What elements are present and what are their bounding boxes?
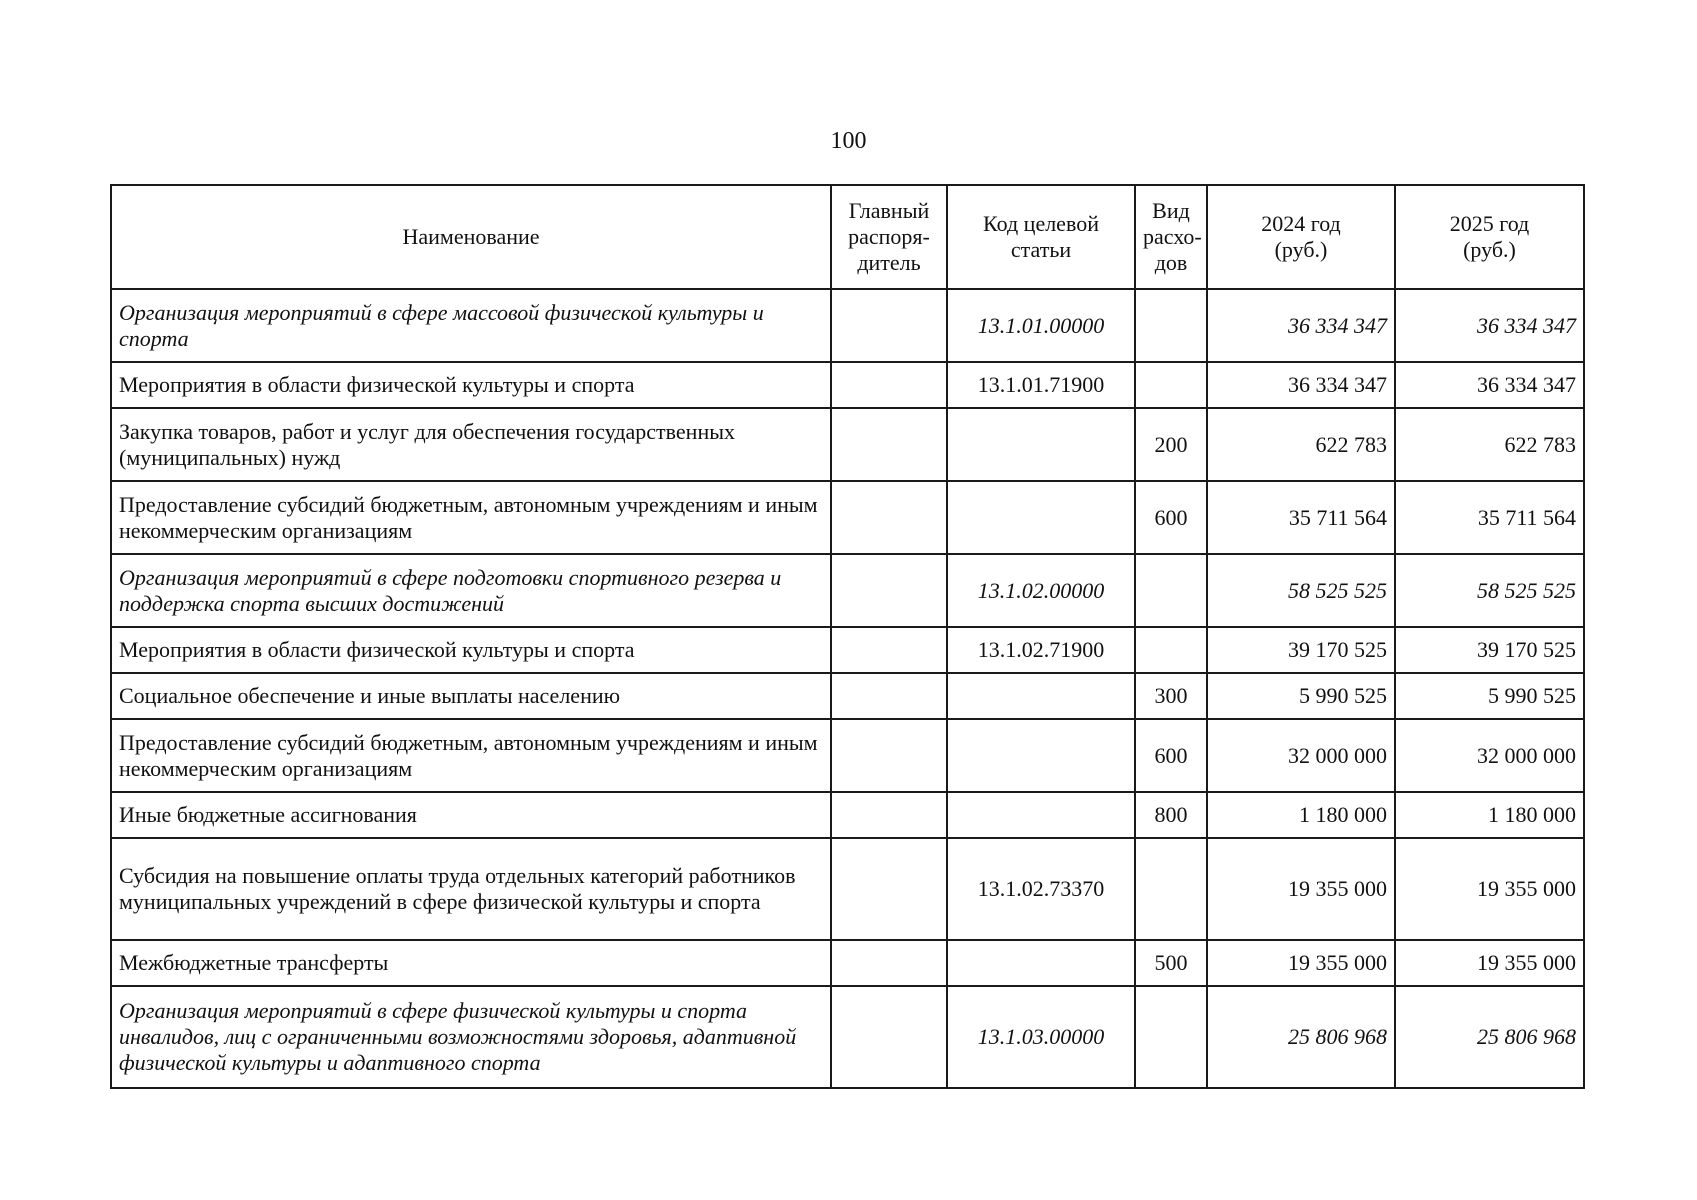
row-admin [831, 362, 947, 408]
header-year-2024-line: (руб.) [1274, 237, 1328, 262]
row-admin [831, 673, 947, 719]
row-amount-2025: 35 711 564 [1395, 481, 1584, 554]
row-admin [831, 986, 947, 1088]
row-amount-2024: 58 525 525 [1207, 554, 1395, 627]
header-admin-line: Главный [848, 198, 930, 223]
row-amount-2024: 39 170 525 [1207, 627, 1395, 673]
row-amount-2024: 35 711 564 [1207, 481, 1395, 554]
table-row [111, 838, 1584, 940]
table-row [111, 792, 1584, 838]
row-name: Организация мероприятий в сфере физической культуры и спорта инвалидов, лиц с ограниченными возможностями здоровья, адаптивной физической культуры и адаптивного спорта [111, 986, 831, 1088]
header-code-line: Код целевой [983, 211, 1099, 236]
row-admin [831, 838, 947, 940]
row-amount-2025: 39 170 525 [1395, 627, 1584, 673]
row-name: Мероприятия в области физической культуры и спорта [111, 627, 831, 673]
row-kind: 600 [1135, 481, 1207, 554]
row-code [947, 792, 1135, 838]
row-admin [831, 792, 947, 838]
budget-table [110, 184, 1585, 1089]
row-kind: 600 [1135, 719, 1207, 792]
row-code [947, 940, 1135, 986]
row-amount-2024: 32 000 000 [1207, 719, 1395, 792]
row-name: Социальное обеспечение и иные выплаты населению [111, 673, 831, 719]
row-amount-2024: 19 355 000 [1207, 838, 1395, 940]
row-code [947, 481, 1135, 554]
row-admin [831, 289, 947, 362]
row-kind [1135, 838, 1207, 940]
row-amount-2025: 36 334 347 [1395, 289, 1584, 362]
row-kind [1135, 289, 1207, 362]
row-admin [831, 940, 947, 986]
header-year-2024-line: 2024 год [1261, 211, 1341, 236]
row-code [947, 408, 1135, 481]
row-amount-2024: 36 334 347 [1207, 362, 1395, 408]
row-code: 13.1.01.71900 [947, 362, 1135, 408]
row-amount-2025: 1 180 000 [1395, 792, 1584, 838]
row-kind [1135, 362, 1207, 408]
table-row [111, 554, 1584, 627]
header-year-2025-line: 2025 год [1449, 211, 1530, 236]
table-row [111, 408, 1584, 481]
table-row [111, 719, 1584, 792]
row-kind [1135, 986, 1207, 1088]
row-name: Субсидия на повышение оплаты труда отдельных категорий работников муниципальных учреждений в сфере физической культуры и спорта [111, 838, 831, 940]
header-year-2025 [1395, 185, 1584, 289]
header-code [947, 185, 1135, 289]
header-kind [1135, 185, 1207, 289]
header-admin-line: распоря- [848, 224, 930, 249]
row-code: 13.1.02.73370 [947, 838, 1135, 940]
row-amount-2024: 1 180 000 [1207, 792, 1395, 838]
header-admin [831, 185, 947, 289]
page-number [0, 126, 1697, 156]
header-year-2024 [1207, 185, 1395, 289]
row-amount-2024: 25 806 968 [1207, 986, 1395, 1088]
row-amount-2024: 622 783 [1207, 408, 1395, 481]
row-amount-2025: 36 334 347 [1395, 362, 1584, 408]
row-name: Межбюджетные трансферты [111, 940, 831, 986]
row-name: Иные бюджетные ассигнования [111, 792, 831, 838]
header-admin-line: дитель [857, 250, 921, 275]
table-row [111, 940, 1584, 986]
header-name-text: Наименование [402, 224, 540, 249]
header-kind-line: дов [1154, 250, 1188, 275]
row-name: Предоставление субсидий бюджетным, автономным учреждениям и иным некоммерческим организациям [111, 719, 831, 792]
row-name: Закупка товаров, работ и услуг для обеспечения государственных (муниципальных) нужд [111, 408, 831, 481]
table-row [111, 986, 1584, 1088]
table-row [111, 673, 1584, 719]
row-kind: 800 [1135, 792, 1207, 838]
header-kind-line: расхо- [1143, 224, 1202, 249]
row-amount-2025: 19 355 000 [1395, 838, 1584, 940]
row-admin [831, 481, 947, 554]
row-kind: 200 [1135, 408, 1207, 481]
page-number-text: 100 [830, 128, 867, 154]
row-kind [1135, 554, 1207, 627]
row-kind: 300 [1135, 673, 1207, 719]
row-code [947, 719, 1135, 792]
table-header-row [111, 185, 1584, 289]
row-amount-2025: 5 990 525 [1395, 673, 1584, 719]
header-year-2025-line: (руб.) [1463, 237, 1516, 262]
table-row [111, 289, 1584, 362]
table-row [111, 627, 1584, 673]
row-admin [831, 408, 947, 481]
table-row [111, 362, 1584, 408]
row-admin [831, 554, 947, 627]
row-kind: 500 [1135, 940, 1207, 986]
header-kind-line: Вид [1152, 198, 1190, 223]
row-amount-2024: 19 355 000 [1207, 940, 1395, 986]
row-amount-2024: 36 334 347 [1207, 289, 1395, 362]
row-amount-2024: 5 990 525 [1207, 673, 1395, 719]
row-admin [831, 719, 947, 792]
row-code: 13.1.02.00000 [947, 554, 1135, 627]
row-name: Предоставление субсидий бюджетным, автономным учреждениям и иным некоммерческим организациям [111, 481, 831, 554]
row-amount-2025: 622 783 [1395, 408, 1584, 481]
row-amount-2025: 58 525 525 [1395, 554, 1584, 627]
row-name: Организация мероприятий в сфере массовой физической культуры и спорта [111, 289, 831, 362]
row-amount-2025: 19 355 000 [1395, 940, 1584, 986]
row-amount-2025: 25 806 968 [1395, 986, 1584, 1088]
header-name [111, 185, 831, 289]
row-code: 13.1.03.00000 [947, 986, 1135, 1088]
row-name: Организация мероприятий в сфере подготовки спортивного резерва и поддержка спорта высших достижений [111, 554, 831, 627]
row-admin [831, 627, 947, 673]
row-code: 13.1.02.71900 [947, 627, 1135, 673]
row-kind [1135, 627, 1207, 673]
header-code-line: статьи [1010, 237, 1072, 262]
table-row [111, 481, 1584, 554]
row-code: 13.1.01.00000 [947, 289, 1135, 362]
row-name: Мероприятия в области физической культуры и спорта [111, 362, 831, 408]
row-amount-2025: 32 000 000 [1395, 719, 1584, 792]
row-code [947, 673, 1135, 719]
